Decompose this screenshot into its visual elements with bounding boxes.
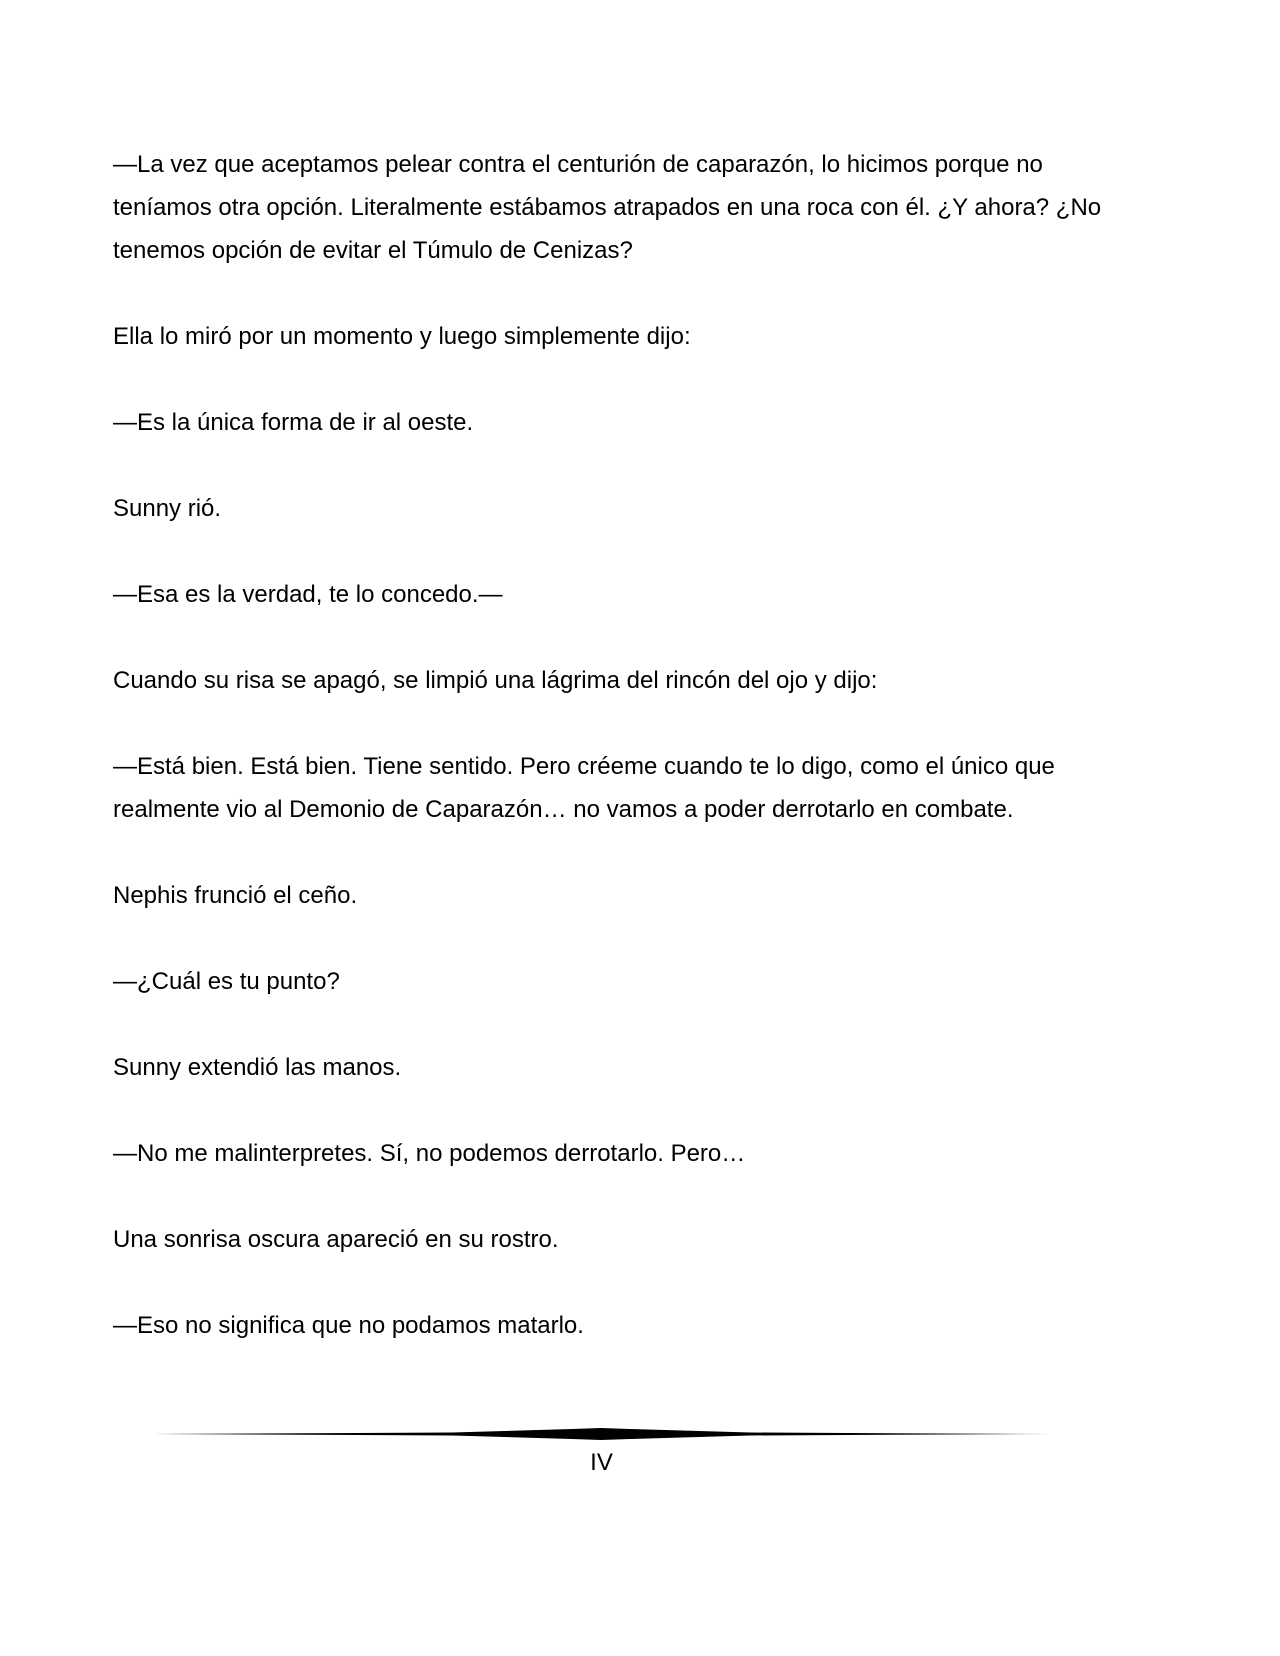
page-number: IV	[590, 1449, 613, 1476]
paragraph: Una sonrisa oscura apareció en su rostro.	[113, 1226, 559, 1253]
body-text	[113, 143, 1113, 1390]
footer-divider	[152, 1427, 1050, 1441]
paragraph: Nephis frunció el ceño.	[113, 882, 358, 909]
paragraph: —Eso no significa que no podamos matarlo.	[113, 1312, 584, 1339]
paragraph: Sunny extendió las manos.	[113, 1054, 402, 1081]
paragraph: —Está bien. Está bien. Tiene sentido. Pero créeme cuando te lo digo, como el único que realmente vio al Demonio de Caparazón… no vamos a poder derrotarlo en combate.	[113, 753, 1055, 823]
paragraph: —La vez que aceptamos pelear contra el centurión de caparazón, lo hicimos porque no teníamos otra opción. Literalmente estábamos atrapados en una roca con él. ¿Y ahora? ¿No tenemos opción de evitar el Túmulo de Cenizas?	[113, 151, 1102, 264]
paragraph: —¿Cuál es tu punto?	[113, 968, 340, 995]
paragraph: —Esa es la verdad, te lo concedo.—	[113, 581, 503, 608]
paragraph: Cuando su risa se apagó, se limpió una lágrima del rincón del ojo y dijo:	[113, 667, 878, 694]
paragraph: —No me malinterpretes. Sí, no podemos derrotarlo. Pero…	[113, 1140, 746, 1167]
paragraph: Ella lo miró por un momento y luego simplemente dijo:	[113, 323, 691, 350]
paragraph: —Es la única forma de ir al oeste.	[113, 409, 474, 436]
paragraph: Sunny rió.	[113, 495, 222, 522]
